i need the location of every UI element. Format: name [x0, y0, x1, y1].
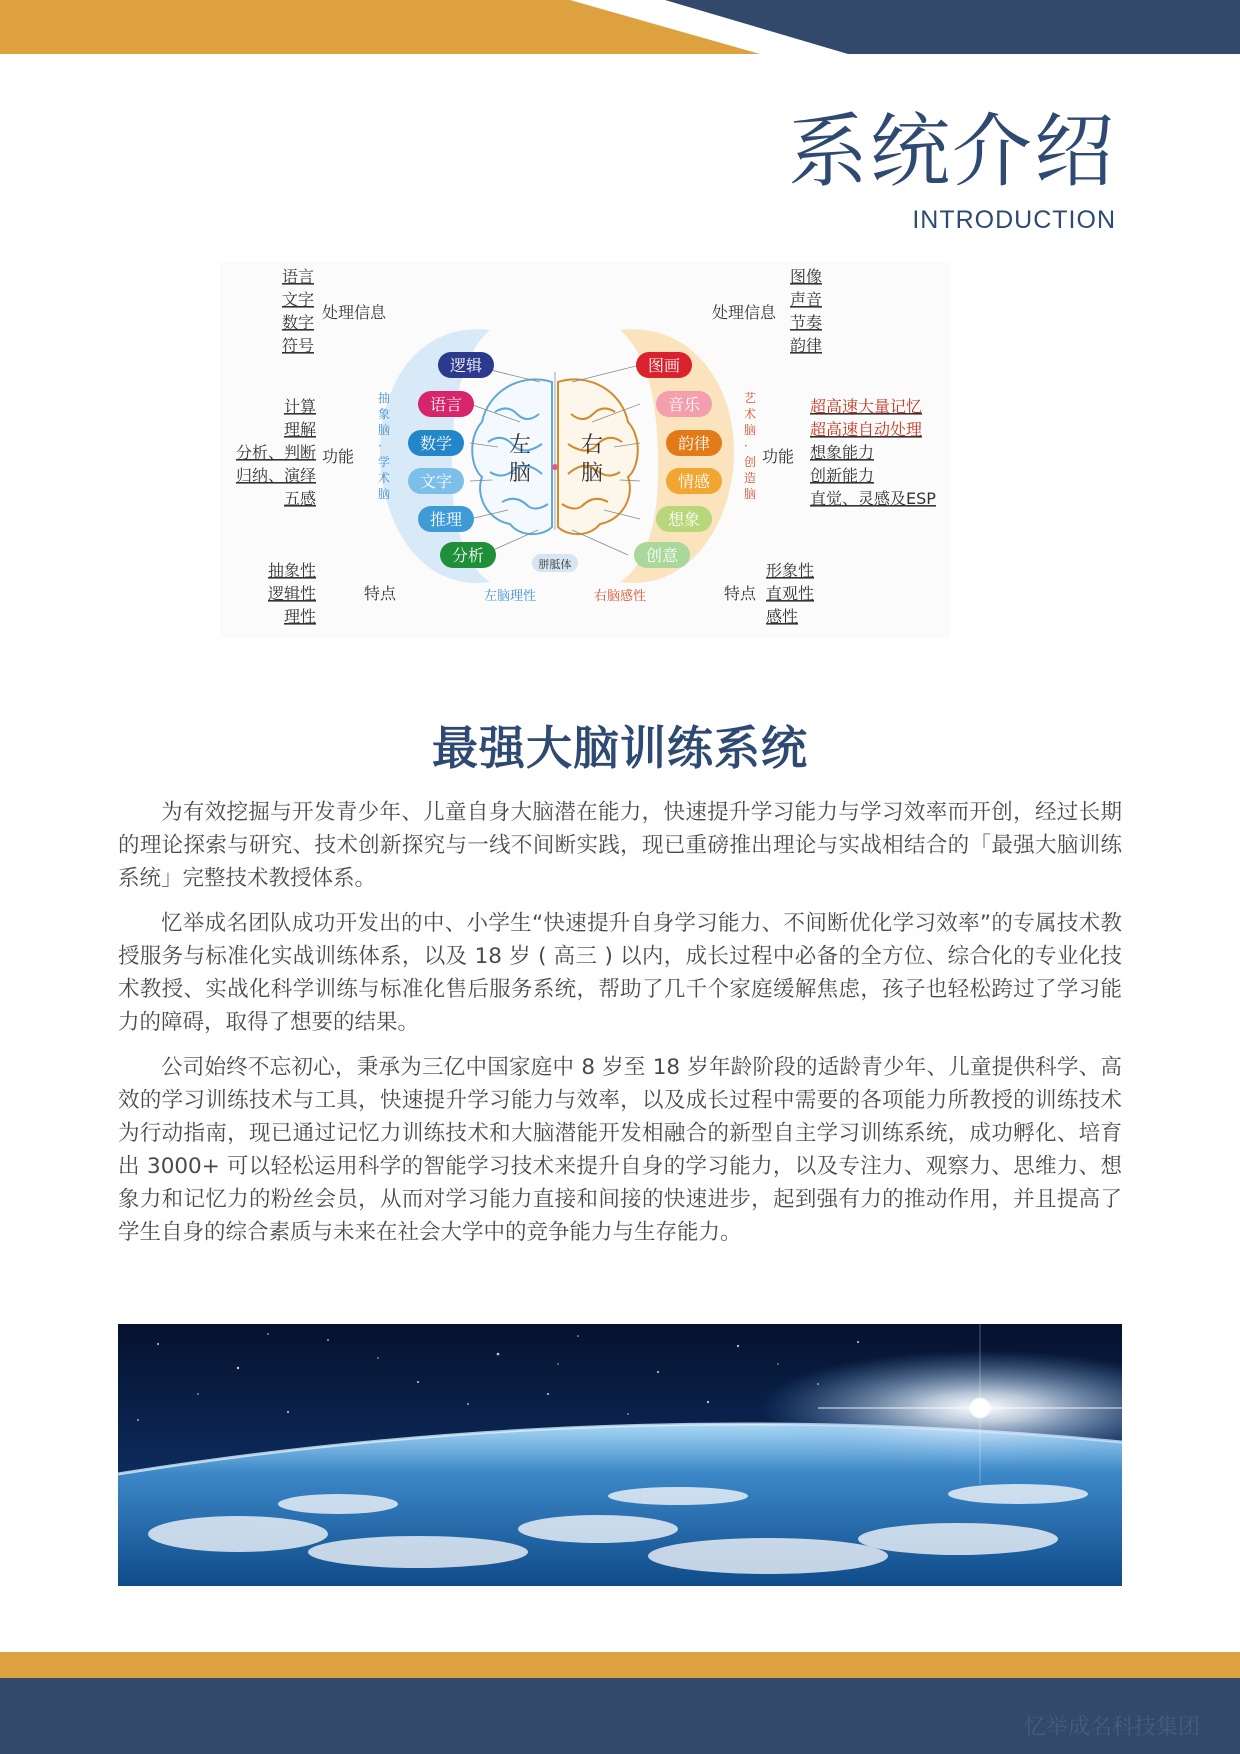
svg-text:创意: 创意 — [645, 546, 679, 565]
right-trait-label: 特点 — [724, 584, 757, 603]
right-pill-2 — [666, 430, 722, 456]
right-pill-0 — [636, 352, 692, 378]
svg-text:韵律: 韵律 — [790, 336, 823, 355]
svg-text:形象性: 形象性 — [766, 561, 815, 580]
svg-text:术: 术 — [378, 471, 391, 485]
right-side-label-group — [744, 390, 756, 501]
svg-text:抽: 抽 — [378, 391, 391, 405]
svg-text:造: 造 — [744, 471, 757, 485]
svg-text:图画: 图画 — [647, 356, 681, 375]
svg-text:归纳、演绎: 归纳、演绎 — [235, 466, 316, 485]
svg-text:逻辑: 逻辑 — [449, 356, 483, 375]
svg-text:推理: 推理 — [429, 510, 463, 529]
brain-diagram — [220, 262, 950, 638]
svg-text:直观性: 直观性 — [766, 584, 815, 603]
svg-text:感性: 感性 — [766, 607, 799, 626]
right-pill-3 — [666, 468, 722, 494]
svg-text:语言: 语言 — [282, 267, 315, 286]
earth-from-space-image — [118, 1324, 1122, 1586]
svg-text:分析: 分析 — [451, 546, 485, 565]
bottom-gold-stripe — [0, 1652, 1240, 1678]
svg-text:创: 创 — [744, 455, 757, 469]
svg-text:数字: 数字 — [282, 313, 315, 332]
left-trait-list — [268, 561, 316, 626]
left-pill-1 — [418, 391, 474, 417]
svg-text:超高速大量记忆: 超高速大量记忆 — [810, 397, 923, 416]
top-decorative-band — [0, 0, 1240, 54]
svg-text:文字: 文字 — [419, 472, 453, 491]
svg-text:脑: 脑 — [744, 423, 757, 437]
right-brain-label-1: 右 — [580, 433, 604, 458]
paragraph-3: 公司始终不忘初心，秉承为三亿中国家庭中 8 岁至 18 岁年龄阶段的适龄青少年、儿童提供科学、高效的学习训练技术与工具，快速提升学习能力与效率，以及成长过程中需要的各项能力所教授的训练技术为行动指南，现已通过记忆力训练技术和大脑潜能开发相融合的新型自主学习训练系统，成功孵化、培育出 3000+ 可以轻松运用科学的智能学习技术来提升自身的学习能力，以及专注力、观察力、思维力、想象力和记忆力的粉丝会员，从而对学习能力直接和间接的快速进步，起到强有力的推动作用，并且提高了学生自身的综合素质与未来在社会大学中的竞争能力与生存能力。 — [118, 1055, 1122, 1245]
right-function-label: 功能 — [762, 447, 795, 466]
left-brain-label-1: 左 — [508, 433, 532, 458]
svg-text:情感: 情感 — [677, 472, 711, 491]
svg-text:术: 术 — [744, 407, 757, 421]
left-footer-label: 左脑理性 — [483, 589, 537, 604]
svg-text:理解: 理解 — [283, 420, 316, 439]
left-info-list — [282, 267, 314, 355]
svg-text:抽象性: 抽象性 — [267, 561, 316, 580]
left-function-list — [236, 397, 316, 508]
intro-body — [118, 796, 1122, 1249]
left-pill-4 — [418, 506, 474, 532]
right-pill-4 — [656, 506, 712, 532]
paragraph-2: 忆举成名团队成功开发出的中、小学生“快速提升自身学习能力、不间断优化学习效率”的专属技术教授服务与标准化实战训练体系，以及 18 岁 ( 高三 ) 以内，成长过程中必备的全方位、综合化的专业化技术教授、实战化科学训练与标准化售后服务系统，帮助了几千个家庭缓解焦虑，孩子也轻松跨过了学习能力的障碍，取得了想要的结果。 — [118, 911, 1122, 1035]
right-footer-label: 右脑感性 — [593, 589, 647, 604]
right-trait-list — [766, 561, 814, 626]
svg-text:节奏: 节奏 — [790, 313, 823, 332]
svg-text:声音: 声音 — [790, 290, 823, 309]
left-pill-2 — [408, 430, 464, 456]
left-info-label: 处理信息 — [322, 303, 387, 322]
svg-text:·: · — [744, 439, 748, 453]
svg-text:图像: 图像 — [790, 267, 823, 286]
svg-text:学: 学 — [378, 455, 391, 469]
svg-text:文字: 文字 — [282, 290, 315, 309]
svg-text:艺: 艺 — [744, 391, 757, 405]
svg-text:符号: 符号 — [282, 336, 315, 355]
svg-text:创新能力: 创新能力 — [810, 466, 875, 485]
page-header — [788, 105, 1116, 235]
corpus-callosum-label: 胼胝体 — [538, 558, 572, 571]
right-pill-1 — [656, 391, 712, 417]
page-subtitle: INTRODUCTION — [912, 206, 1116, 234]
right-function-list — [810, 397, 936, 508]
svg-text:脑: 脑 — [378, 487, 391, 501]
left-trait-label: 特点 — [364, 584, 397, 603]
svg-text:语言: 语言 — [429, 395, 463, 414]
svg-text:·: · — [378, 439, 382, 453]
svg-text:象: 象 — [378, 407, 391, 421]
left-brain-label-2: 脑 — [508, 461, 532, 486]
svg-text:超高速自动处理: 超高速自动处理 — [810, 420, 923, 439]
right-brain-label-2: 脑 — [580, 461, 604, 486]
right-info-label: 处理信息 — [712, 303, 777, 322]
footer-watermark: 忆举成名科技集团 — [1023, 1715, 1200, 1740]
svg-text:韵律: 韵律 — [677, 434, 711, 453]
svg-text:想象: 想象 — [667, 510, 701, 529]
left-function-label: 功能 — [322, 447, 355, 466]
left-pill-5 — [440, 542, 496, 568]
svg-text:五感: 五感 — [283, 489, 316, 508]
paragraph-1: 为有效挖掘与开发青少年、儿童自身大脑潜在能力，快速提升学习能力与学习效率而开创，经过长期的理论探索与研究、技术创新探究与一线不间断实践，现已重磅推出理论与实战相结合的「最强大脑训练系统」完整技术教授体系。 — [118, 800, 1122, 891]
svg-text:理性: 理性 — [283, 607, 316, 626]
left-pill-0 — [438, 352, 494, 378]
svg-text:音乐: 音乐 — [667, 395, 701, 414]
section-title: 最强大脑训练系统 — [432, 721, 808, 775]
svg-text:计算: 计算 — [283, 397, 316, 416]
svg-text:数学: 数学 — [419, 434, 453, 453]
left-pill-3 — [408, 468, 464, 494]
svg-text:逻辑性: 逻辑性 — [267, 584, 316, 603]
svg-text:想象能力: 想象能力 — [810, 443, 875, 462]
svg-text:脑: 脑 — [378, 423, 391, 437]
right-pill-5 — [634, 542, 690, 568]
bottom-decorative-band — [0, 1652, 1240, 1754]
svg-text:直觉、灵感及ESP: 直觉、灵感及ESP — [810, 489, 936, 508]
right-info-list — [790, 267, 822, 355]
svg-text:脑: 脑 — [744, 487, 757, 501]
page-title: 系统介绍 — [788, 105, 1116, 198]
svg-text:分析、判断: 分析、判断 — [235, 443, 316, 462]
